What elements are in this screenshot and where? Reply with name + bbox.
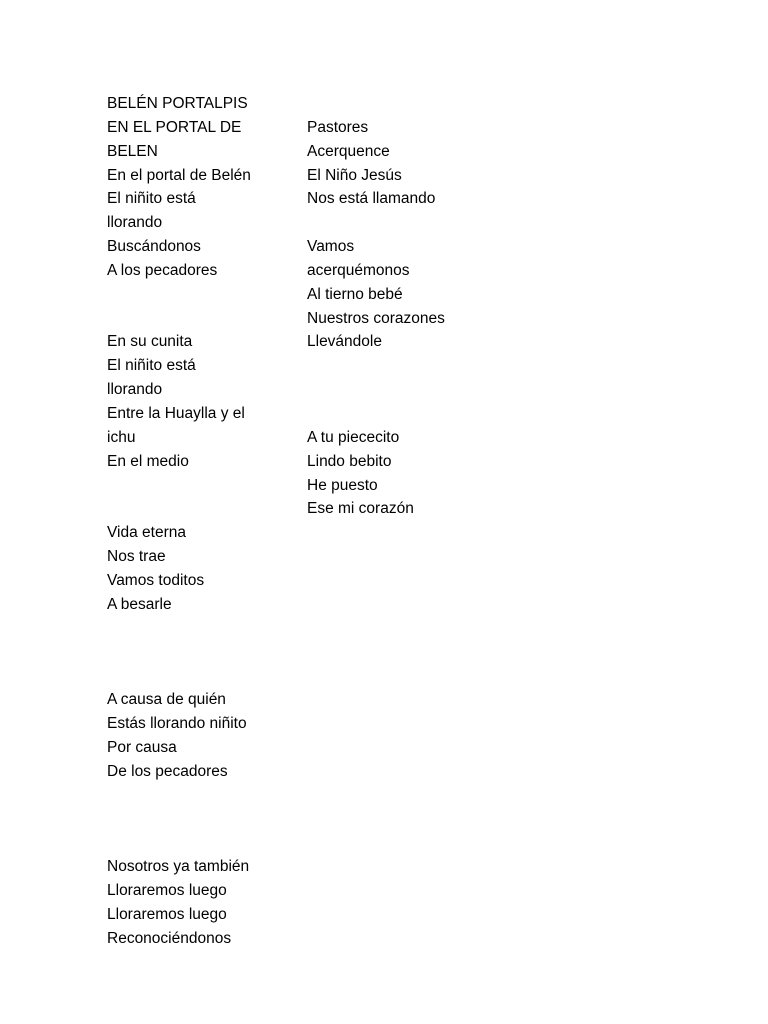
poem-line	[307, 354, 497, 378]
poem-line: llorando	[107, 214, 163, 232]
poem-line: Acerquence	[307, 142, 390, 160]
poem-line	[107, 283, 297, 307]
poem-line: Vamos	[307, 238, 355, 256]
poem-line: El niñito está	[107, 357, 196, 375]
poem-line: A besarle	[107, 595, 172, 613]
poem-line: Buscándonos	[107, 238, 201, 256]
poem-line: BELÉN PORTALPIS	[107, 95, 248, 112]
poem-line: Nos trae	[107, 548, 166, 566]
poem-line	[307, 402, 497, 426]
left-column	[107, 92, 297, 950]
poem-line	[107, 831, 297, 855]
poem-line: Por causa	[107, 738, 177, 756]
poem-line: Estás llorando niñito	[107, 714, 247, 732]
poem-line: BELEN	[107, 142, 158, 160]
poem-line: En el portal de Belén	[107, 166, 251, 184]
poem-line: Lloraremos luego	[107, 905, 227, 923]
poem-line: He puesto	[307, 476, 378, 494]
poem-line: Lindo bebito	[307, 452, 392, 470]
poem-line: A tu piececito	[307, 428, 400, 446]
poem-line	[107, 640, 297, 664]
poem-line: Ese mi corazón	[307, 500, 414, 518]
poem-line: Al tierno bebé	[307, 285, 403, 303]
poem-line	[107, 783, 297, 807]
poem-line	[307, 211, 497, 235]
poem-line: De los pecadores	[107, 762, 228, 780]
poem-line: Nuestros corazones	[307, 309, 445, 327]
poem-line: EN EL PORTAL DE	[107, 118, 242, 136]
poem-line: Reconociéndonos	[107, 929, 232, 947]
right-column	[307, 92, 497, 521]
poem-line: Nosotros ya también	[107, 858, 250, 875]
poem-line: Entre la Huaylla y el	[107, 404, 245, 422]
poem-line: Nos está llamando	[307, 190, 436, 208]
poem-line: El Niño Jesús	[307, 166, 402, 184]
poem-line	[107, 807, 297, 831]
poem-line: Lloraremos luego	[107, 881, 227, 899]
poem-line	[307, 378, 497, 402]
poem-line: A causa de quién	[107, 691, 226, 709]
poem-line: En el medio	[107, 452, 189, 470]
poem-line	[107, 617, 297, 641]
poem-line: Llevándole	[307, 333, 382, 351]
poem-line	[107, 664, 297, 688]
poem-line: Vida eterna	[107, 524, 186, 542]
poem-line: A los pecadores	[107, 261, 218, 279]
poem-line	[107, 497, 297, 521]
poem-line: Vamos toditos	[107, 571, 205, 589]
poem-line: ichu	[107, 428, 136, 446]
poem-line	[307, 92, 497, 116]
poem-line: En su cunita	[107, 333, 193, 351]
poem-line	[107, 474, 297, 498]
poem-line: acerquémonos	[307, 261, 410, 279]
poem-line: llorando	[107, 381, 163, 399]
poem-line: Pastores	[307, 118, 369, 136]
poem-line: El niñito está	[107, 190, 196, 208]
poem-line	[107, 307, 297, 331]
